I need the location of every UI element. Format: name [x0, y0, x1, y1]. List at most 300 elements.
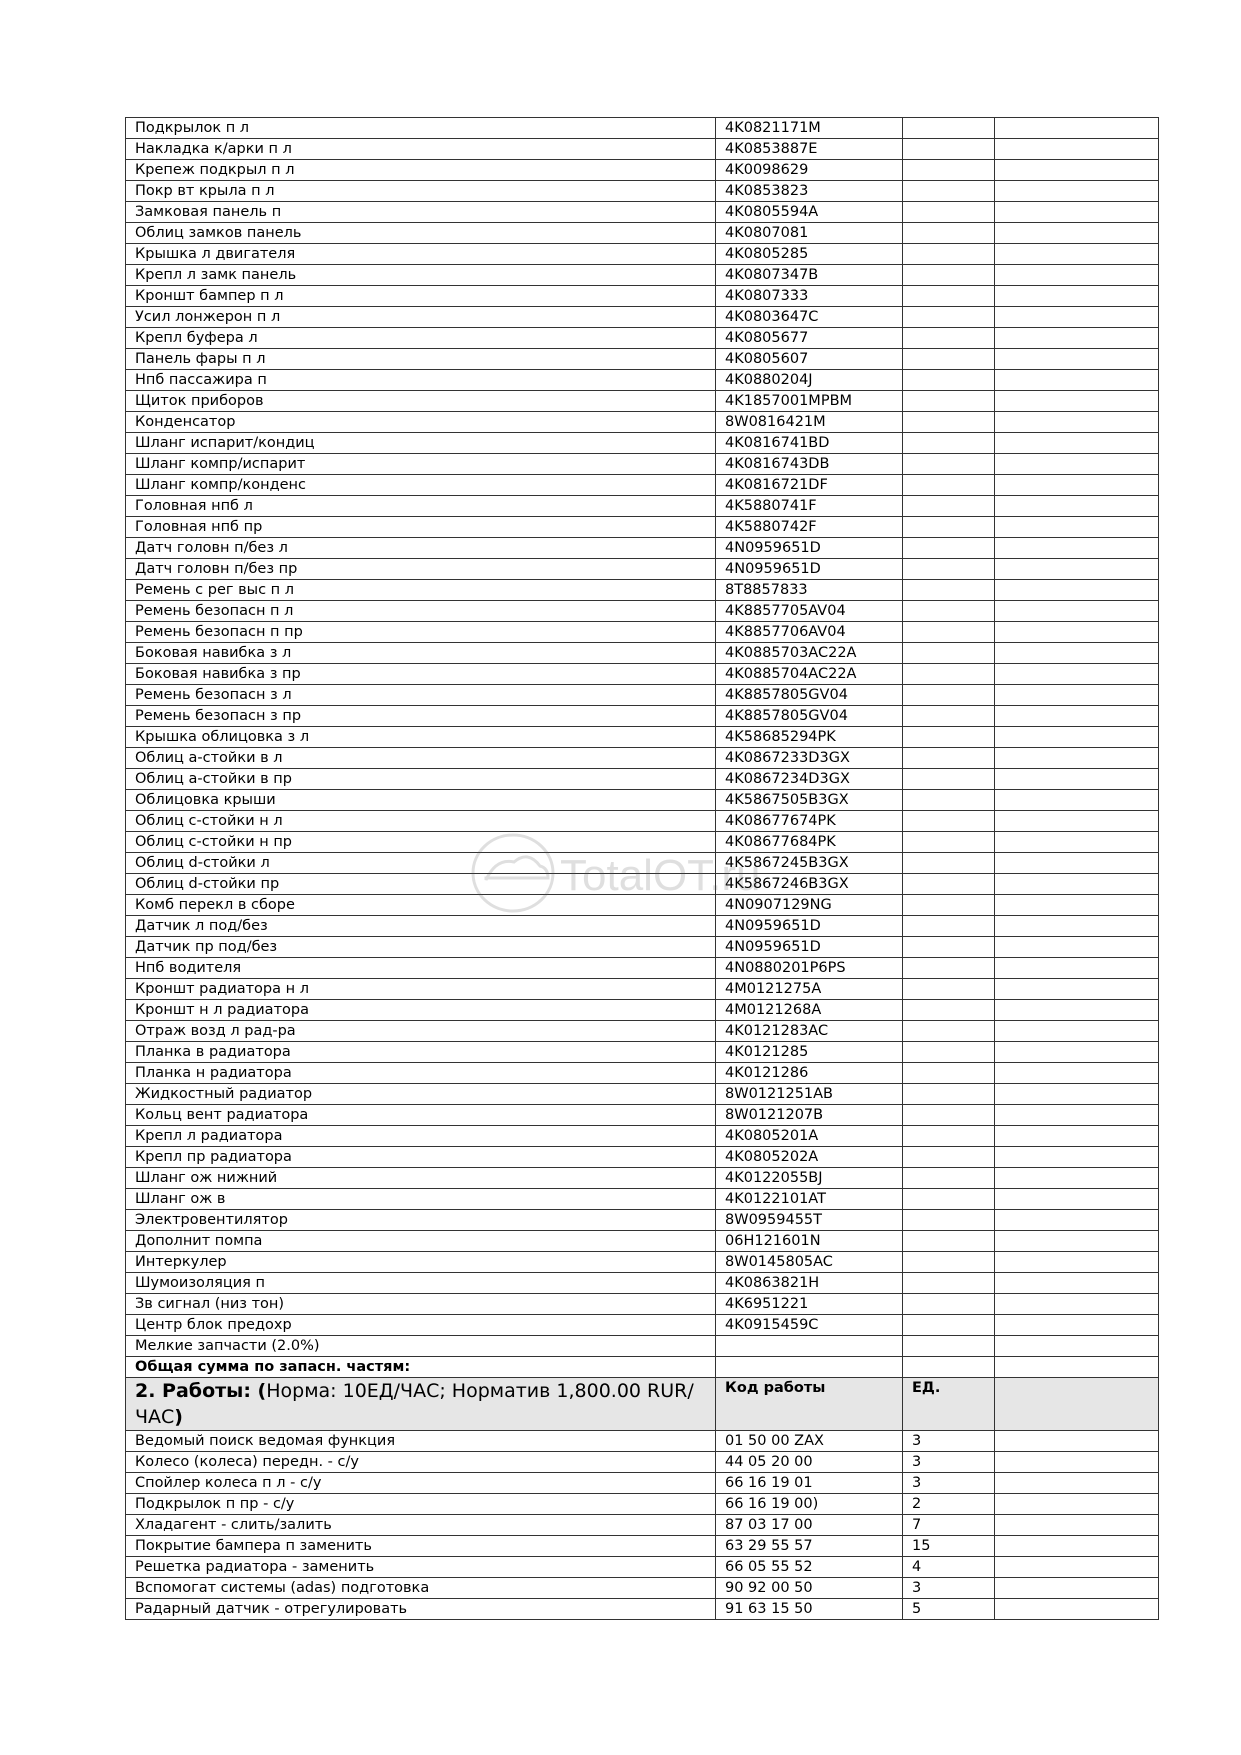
work-code: 66 16 19 01 — [716, 1473, 903, 1494]
part-name: Покр вт крыла п л — [126, 181, 716, 202]
part-code: 4K0121286 — [716, 1063, 903, 1084]
part-name: Зв сигнал (низ тон) — [126, 1294, 716, 1315]
work-name: Покрытие бампера п заменить — [126, 1536, 716, 1557]
part-code: 4K0867234D3GX — [716, 769, 903, 790]
part-extra — [995, 937, 1159, 958]
part-name: Облицовка крыши — [126, 790, 716, 811]
work-units: 7 — [903, 1515, 995, 1536]
work-extra — [995, 1473, 1159, 1494]
part-extra — [995, 706, 1159, 727]
part-row — [126, 1168, 1159, 1189]
part-units — [903, 1294, 995, 1315]
part-name: Центр блок предохр — [126, 1315, 716, 1336]
part-units — [903, 853, 995, 874]
part-name: Крепл л радиатора — [126, 1126, 716, 1147]
part-row — [126, 244, 1159, 265]
part-row — [126, 685, 1159, 706]
part-code: 4K0805607 — [716, 349, 903, 370]
work-row — [126, 1452, 1159, 1473]
work-row — [126, 1431, 1159, 1452]
part-name: Щиток приборов — [126, 391, 716, 412]
work-name: Решетка радиатора - заменить — [126, 1557, 716, 1578]
part-units — [903, 286, 995, 307]
part-code: 8W0121251AB — [716, 1084, 903, 1105]
part-row — [126, 832, 1159, 853]
part-code: 4K0098629 — [716, 160, 903, 181]
part-extra — [995, 433, 1159, 454]
part-code: 4K0816721DF — [716, 475, 903, 496]
part-extra — [995, 1294, 1159, 1315]
work-code: 44 05 20 00 — [716, 1452, 903, 1473]
part-row — [126, 1063, 1159, 1084]
part-code: 4K08677684PK — [716, 832, 903, 853]
part-units — [903, 937, 995, 958]
work-extra — [995, 1578, 1159, 1599]
works-code-header: Код работы — [716, 1378, 903, 1431]
part-units — [903, 748, 995, 769]
part-extra — [995, 1000, 1159, 1021]
part-units — [903, 790, 995, 811]
part-row — [126, 202, 1159, 223]
work-row — [126, 1494, 1159, 1515]
part-code: 8W0959455T — [716, 1210, 903, 1231]
part-name: Замковая панель п — [126, 202, 716, 223]
part-extra — [995, 118, 1159, 139]
part-name: Датчик л под/без — [126, 916, 716, 937]
works-norm-text: Норма: 10ЕД/ЧАС; Норматив 1,800.00 RUR/ЧАС — [135, 1380, 694, 1428]
part-code: 4K0867233D3GX — [716, 748, 903, 769]
part-extra — [995, 286, 1159, 307]
part-code: 4K0803647C — [716, 307, 903, 328]
part-code: 8W0816421M — [716, 412, 903, 433]
part-code: 4K0816743DB — [716, 454, 903, 475]
part-units — [903, 1336, 995, 1357]
part-extra — [995, 1189, 1159, 1210]
part-row — [126, 286, 1159, 307]
part-code: 4N0880201P6PS — [716, 958, 903, 979]
part-row — [126, 496, 1159, 517]
part-name: Нпб пассажира п — [126, 370, 716, 391]
work-row — [126, 1515, 1159, 1536]
work-code: 90 92 00 50 — [716, 1578, 903, 1599]
parts-total-code-cell — [716, 1357, 903, 1378]
work-code: 66 16 19 00) — [716, 1494, 903, 1515]
part-extra — [995, 1252, 1159, 1273]
part-extra — [995, 412, 1159, 433]
part-extra — [995, 832, 1159, 853]
part-row — [126, 1210, 1159, 1231]
part-units — [903, 1168, 995, 1189]
work-extra — [995, 1431, 1159, 1452]
work-row — [126, 1599, 1159, 1620]
work-row — [126, 1536, 1159, 1557]
part-extra — [995, 1315, 1159, 1336]
part-name: Шланг испарит/кондиц — [126, 433, 716, 454]
part-code: 4K5880741F — [716, 496, 903, 517]
work-name: Ведомый поиск ведомая функция — [126, 1431, 716, 1452]
part-row — [126, 1021, 1159, 1042]
part-units — [903, 433, 995, 454]
part-units — [903, 538, 995, 559]
work-extra — [995, 1515, 1159, 1536]
part-units — [903, 1189, 995, 1210]
part-row — [126, 1000, 1159, 1021]
part-name: Крепл л замк панель — [126, 265, 716, 286]
part-name: Головная нпб л — [126, 496, 716, 517]
part-name: Крепеж подкрыл п л — [126, 160, 716, 181]
part-row — [126, 1189, 1159, 1210]
part-code: 4K0853823 — [716, 181, 903, 202]
part-name: Жидкостный радиатор — [126, 1084, 716, 1105]
part-name: Ремень безопасн п л — [126, 601, 716, 622]
part-code: 4N0907129NG — [716, 895, 903, 916]
part-extra — [995, 685, 1159, 706]
part-extra — [995, 202, 1159, 223]
part-row — [126, 853, 1159, 874]
work-units: 3 — [903, 1452, 995, 1473]
part-code: 4K0122101AT — [716, 1189, 903, 1210]
part-row — [126, 622, 1159, 643]
part-row — [126, 475, 1159, 496]
work-name: Колесо (колеса) передн. - с/у — [126, 1452, 716, 1473]
part-extra — [995, 454, 1159, 475]
part-extra — [995, 139, 1159, 160]
part-units — [903, 643, 995, 664]
part-name: Шумоизоляция п — [126, 1273, 716, 1294]
part-name: Ремень безопасн з л — [126, 685, 716, 706]
part-name: Нпб водителя — [126, 958, 716, 979]
part-extra — [995, 559, 1159, 580]
part-extra — [995, 643, 1159, 664]
part-extra — [995, 748, 1159, 769]
part-code: 4K58685294PK — [716, 727, 903, 748]
part-row — [126, 1273, 1159, 1294]
part-extra — [995, 1084, 1159, 1105]
part-extra — [995, 538, 1159, 559]
part-units — [903, 475, 995, 496]
part-extra — [995, 307, 1159, 328]
part-row — [126, 748, 1159, 769]
work-extra — [995, 1494, 1159, 1515]
part-row — [126, 559, 1159, 580]
part-units — [903, 160, 995, 181]
part-name: Шланг ож в — [126, 1189, 716, 1210]
work-name: Вспомогат системы (adas) подготовка — [126, 1578, 716, 1599]
part-row — [126, 790, 1159, 811]
part-units — [903, 1147, 995, 1168]
part-units — [903, 979, 995, 1000]
part-row — [126, 664, 1159, 685]
part-units — [903, 874, 995, 895]
part-extra — [995, 1042, 1159, 1063]
part-extra — [995, 1168, 1159, 1189]
part-name: Датч головн п/без пр — [126, 559, 716, 580]
part-code: 4K8857805GV04 — [716, 685, 903, 706]
part-code: 4K08677674PK — [716, 811, 903, 832]
works-section-header — [126, 1378, 1159, 1431]
part-name: Интеркулер — [126, 1252, 716, 1273]
part-units — [903, 1084, 995, 1105]
part-name: Облиц а-стойки в пр — [126, 769, 716, 790]
part-row — [126, 580, 1159, 601]
part-row — [126, 1105, 1159, 1126]
part-extra — [995, 979, 1159, 1000]
part-row — [126, 874, 1159, 895]
part-units — [903, 832, 995, 853]
part-code: 4K0121285 — [716, 1042, 903, 1063]
part-name: Крепл буфера л — [126, 328, 716, 349]
part-extra — [995, 1231, 1159, 1252]
part-extra — [995, 601, 1159, 622]
work-extra — [995, 1452, 1159, 1473]
part-name: Облиц с-стойки н пр — [126, 832, 716, 853]
part-code: 4K0807347B — [716, 265, 903, 286]
part-row — [126, 727, 1159, 748]
part-row — [126, 1126, 1159, 1147]
part-units — [903, 244, 995, 265]
work-extra — [995, 1599, 1159, 1620]
parts-total-row — [126, 1357, 1159, 1378]
part-extra — [995, 727, 1159, 748]
part-row — [126, 1042, 1159, 1063]
part-name: Крышка облицовка з л — [126, 727, 716, 748]
part-extra — [995, 1063, 1159, 1084]
part-row — [126, 181, 1159, 202]
part-code: 4K0885703AC22A — [716, 643, 903, 664]
part-name: Боковая навибка з пр — [126, 664, 716, 685]
part-row — [126, 349, 1159, 370]
part-units — [903, 454, 995, 475]
part-units — [903, 622, 995, 643]
work-units: 2 — [903, 1494, 995, 1515]
part-name: Облиц с-стойки н л — [126, 811, 716, 832]
part-extra — [995, 475, 1159, 496]
part-name: Облиц а-стойки в л — [126, 748, 716, 769]
work-name: Хладагент - слить/залить — [126, 1515, 716, 1536]
part-row — [126, 895, 1159, 916]
work-units: 3 — [903, 1578, 995, 1599]
part-row — [126, 139, 1159, 160]
part-name: Боковая навибка з л — [126, 643, 716, 664]
part-units — [903, 307, 995, 328]
part-code: 4K6951221 — [716, 1294, 903, 1315]
part-row — [126, 538, 1159, 559]
part-name: Панель фары п л — [126, 349, 716, 370]
work-row — [126, 1578, 1159, 1599]
part-code: 4K8857706AV04 — [716, 622, 903, 643]
part-units — [903, 496, 995, 517]
work-extra — [995, 1536, 1159, 1557]
part-row — [126, 601, 1159, 622]
part-name: Кольц вент радиатора — [126, 1105, 716, 1126]
part-name: Электровентилятор — [126, 1210, 716, 1231]
part-units — [903, 391, 995, 412]
part-code — [716, 1336, 903, 1357]
part-name: Конденсатор — [126, 412, 716, 433]
part-row — [126, 1315, 1159, 1336]
works-units-header: ЕД. — [903, 1378, 995, 1431]
part-code: 4K0805202A — [716, 1147, 903, 1168]
parts-total-extra-cell — [995, 1357, 1159, 1378]
part-extra — [995, 349, 1159, 370]
works-extra-header — [995, 1378, 1159, 1431]
part-row — [126, 160, 1159, 181]
part-units — [903, 1021, 995, 1042]
part-code: 4K0805201A — [716, 1126, 903, 1147]
part-units — [903, 559, 995, 580]
part-extra — [995, 769, 1159, 790]
part-name: Шланг ож нижний — [126, 1168, 716, 1189]
part-name: Ремень с рег выс п л — [126, 580, 716, 601]
part-row — [126, 307, 1159, 328]
part-units — [903, 1273, 995, 1294]
part-code: 4K0880204J — [716, 370, 903, 391]
part-extra — [995, 580, 1159, 601]
part-row — [126, 1084, 1159, 1105]
part-row — [126, 517, 1159, 538]
part-extra — [995, 517, 1159, 538]
work-code: 66 05 55 52 — [716, 1557, 903, 1578]
part-row — [126, 643, 1159, 664]
part-units — [903, 1126, 995, 1147]
part-units — [903, 1210, 995, 1231]
estimate-table-body — [126, 118, 1159, 1620]
part-units — [903, 727, 995, 748]
part-units — [903, 706, 995, 727]
works-section-title: 2. Работы: (Норма: 10ЕД/ЧАС; Норматив 1,800.00 RUR/ЧАС) — [126, 1378, 716, 1431]
part-row — [126, 223, 1159, 244]
part-row — [126, 1294, 1159, 1315]
part-code: 4K5867246B3GX — [716, 874, 903, 895]
part-code: 4K1857001MPBM — [716, 391, 903, 412]
part-extra — [995, 664, 1159, 685]
part-code: 4K5867505B3GX — [716, 790, 903, 811]
part-row — [126, 454, 1159, 475]
part-row — [126, 370, 1159, 391]
part-name: Датчик пр под/без — [126, 937, 716, 958]
part-name: Усил лонжерон п л — [126, 307, 716, 328]
part-units — [903, 895, 995, 916]
part-units — [903, 1231, 995, 1252]
part-code: 4M0121268A — [716, 1000, 903, 1021]
part-extra — [995, 1126, 1159, 1147]
part-name: Планка н радиатора — [126, 1063, 716, 1084]
part-units — [903, 265, 995, 286]
part-units — [903, 811, 995, 832]
part-units — [903, 223, 995, 244]
part-code: 8T8857833 — [716, 580, 903, 601]
part-units — [903, 328, 995, 349]
part-units — [903, 769, 995, 790]
part-extra — [995, 370, 1159, 391]
part-units — [903, 1105, 995, 1126]
part-code: 4K0805285 — [716, 244, 903, 265]
part-name: Ремень безопасн п пр — [126, 622, 716, 643]
part-units — [903, 916, 995, 937]
part-name: Датч головн п/без л — [126, 538, 716, 559]
part-row — [126, 769, 1159, 790]
part-code: 06H121601N — [716, 1231, 903, 1252]
part-name: Облиц d-стойки пр — [126, 874, 716, 895]
part-row — [126, 979, 1159, 1000]
part-row — [126, 916, 1159, 937]
part-name: Кроншт бампер п л — [126, 286, 716, 307]
work-code: 63 29 55 57 — [716, 1536, 903, 1557]
part-row — [126, 328, 1159, 349]
work-units: 15 — [903, 1536, 995, 1557]
work-row — [126, 1557, 1159, 1578]
part-extra — [995, 1210, 1159, 1231]
part-extra — [995, 496, 1159, 517]
part-code: 4K0121283AC — [716, 1021, 903, 1042]
part-row — [126, 706, 1159, 727]
part-code: 4K0821171M — [716, 118, 903, 139]
part-units — [903, 181, 995, 202]
part-name: Планка в радиатора — [126, 1042, 716, 1063]
part-code: 4K0805594A — [716, 202, 903, 223]
part-extra — [995, 1147, 1159, 1168]
work-name: Радарный датчик - отрегулировать — [126, 1599, 716, 1620]
part-extra — [995, 622, 1159, 643]
work-name: Подкрылок п пр - с/у — [126, 1494, 716, 1515]
part-name: Облиц d-стойки л — [126, 853, 716, 874]
part-extra — [995, 223, 1159, 244]
part-code: 8W0145805AC — [716, 1252, 903, 1273]
part-units — [903, 118, 995, 139]
part-units — [903, 958, 995, 979]
part-row — [126, 958, 1159, 979]
part-extra — [995, 244, 1159, 265]
part-name: Крепл пр радиатора — [126, 1147, 716, 1168]
part-units — [903, 139, 995, 160]
part-units — [903, 349, 995, 370]
part-code: 4N0959651D — [716, 937, 903, 958]
part-extra — [995, 811, 1159, 832]
part-name: Накладка к/арки п л — [126, 139, 716, 160]
part-code: 4K5880742F — [716, 517, 903, 538]
part-row — [126, 811, 1159, 832]
part-row — [126, 118, 1159, 139]
part-extra — [995, 1021, 1159, 1042]
part-units — [903, 517, 995, 538]
part-name: Комб перекл в сборе — [126, 895, 716, 916]
part-row — [126, 1147, 1159, 1168]
part-units — [903, 580, 995, 601]
part-extra — [995, 916, 1159, 937]
part-units — [903, 202, 995, 223]
part-units — [903, 412, 995, 433]
part-code: 4K0807333 — [716, 286, 903, 307]
part-name: Ремень безопасн з пр — [126, 706, 716, 727]
part-code: 4K0805677 — [716, 328, 903, 349]
part-row — [126, 1231, 1159, 1252]
part-code: 4K0816741BD — [716, 433, 903, 454]
work-units: 3 — [903, 1473, 995, 1494]
part-extra — [995, 1336, 1159, 1357]
part-name: Облиц замков панель — [126, 223, 716, 244]
part-extra — [995, 874, 1159, 895]
part-code: 4K5867245B3GX — [716, 853, 903, 874]
parts-total-units-cell — [903, 1357, 995, 1378]
part-name: Дополнит помпа — [126, 1231, 716, 1252]
part-code: 4K0885704AC22A — [716, 664, 903, 685]
part-code: 4N0959651D — [716, 559, 903, 580]
part-extra — [995, 790, 1159, 811]
part-units — [903, 1315, 995, 1336]
part-extra — [995, 181, 1159, 202]
work-code: 87 03 17 00 — [716, 1515, 903, 1536]
part-name: Шланг компр/испарит — [126, 454, 716, 475]
